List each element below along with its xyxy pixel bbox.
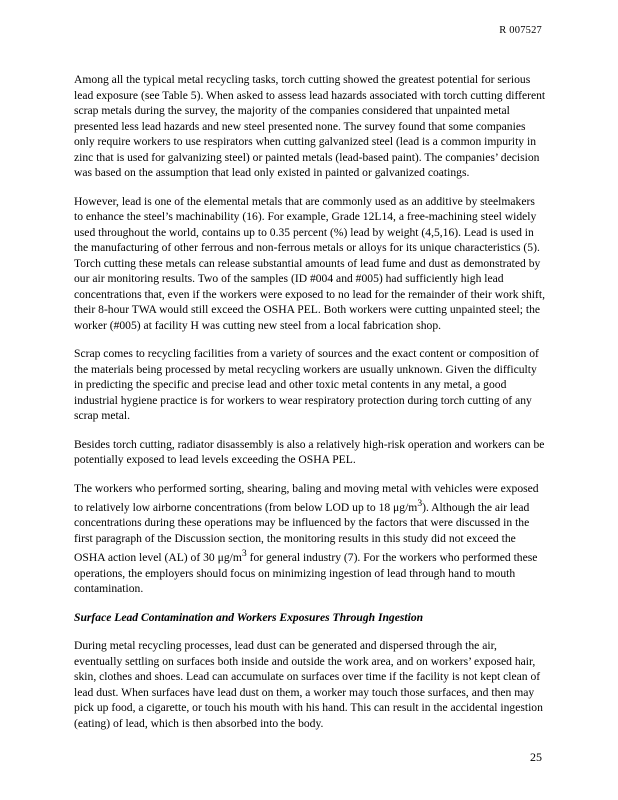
paragraph-low-exposure-operations	[74, 481, 546, 597]
page-number: 25	[530, 750, 542, 764]
paragraph-scrap-sources: Scrap comes to recycling facilities from a variety of sources and the exact content or composition of the materials being processed by metal recycling workers are usually unknown. Given the difficulty in predicting the specific and precise lead and other toxic metal contents in any metal, a good industrial hygiene practice is for workers to wear respiratory protection during torch cutting of any scrap metal.	[74, 347, 539, 422]
paragraph-text-part: for general industry (7). For the workers who performed these operations, the employers should focus on minimizing ingestion of lead through hand to mouth contamination.	[74, 551, 538, 596]
document-body	[74, 72, 546, 744]
paragraph-surface-contamination: During metal recycling processes, lead dust can be generated and dispersed through the air, eventually settling on surfaces both inside and outside the work area, and on workers’ exposed hair, skin, clothes and shoes. Lead can accumulate on surfaces over time if the facility is not kept clean of lead dust. When surfaces have lead dust on them, a worker may touch those surfaces, and then may pick up food, a cigarette, or touch his mouth with his hand. This can result in the accidental ingestion (eating) of lead, which is then absorbed into the body.	[74, 639, 543, 730]
paragraph-text-part: ). Although the air lead concentrations during these operations may be influenced by the factors that were discussed in the first paragraph of the Discussion section, the monitoring results in this study did not exceed the OSHA action level (AL) of 30 μg/m	[74, 500, 530, 565]
paragraph-lead-additive: However, lead is one of the elemental metals that are commonly used as an additive by steelmakers to enhance the steel’s machinability (16). For example, Grade 12L14, a free-machining steel widely used throughout the world, contains up to 0.35 percent (%) lead by weight (4,5,16). Lead is used in the manufacturing of other ferrous and non-ferrous metals or alloys for its unique characteristics (5). Torch cutting these metals can release substantial amounts of lead fume and dust as demonstrated by our air monitoring results. Two of the samples (ID #004 and #005) had sufficiently high lead concentrations that, even if the workers were exposed to no lead for the remainder of their work shift, their 8-hour TWA would still exceed the OSHA PEL. Both workers were cutting unpainted steel; the worker (#005) at facility H was cutting new steel from a local fabrication shop.	[74, 194, 545, 332]
document-id: R 007527	[499, 25, 542, 36]
section-heading: Surface Lead Contamination and Workers Exposures Through Ingestion	[74, 610, 424, 624]
paragraph-torch-cutting: Among all the typical metal recycling tasks, torch cutting showed the greatest potential for serious lead exposure (see Table 5). When asked to assess lead hazards associated with torch cutting different scrap metals during the survey, the majority of the companies considered that unpainted metal presented less lead hazards and new steel presented none. The survey found that some companies only require workers to use respirators when cutting galvanized steel (lead is a common impurity in zinc that is used for galvanizing steel) or painted metals (lead-based paint). The companies’ decision was based on the assumption that lead only existed in painted or galvanized coatings.	[74, 73, 546, 179]
paragraph-text-part: The workers who performed sorting, shearing, baling and moving metal with vehicles were exposed to relatively low airborne concentrations (from below LOD up to 18 μg/m	[74, 481, 539, 514]
superscript: 3	[241, 548, 247, 560]
paragraph-radiator-disassembly: Besides torch cutting, radiator disassembly is also a relatively high-risk operation and workers can be potentially exposed to lead levels exceeding the OSHA PEL.	[74, 437, 545, 466]
superscript: 3	[417, 498, 423, 509]
